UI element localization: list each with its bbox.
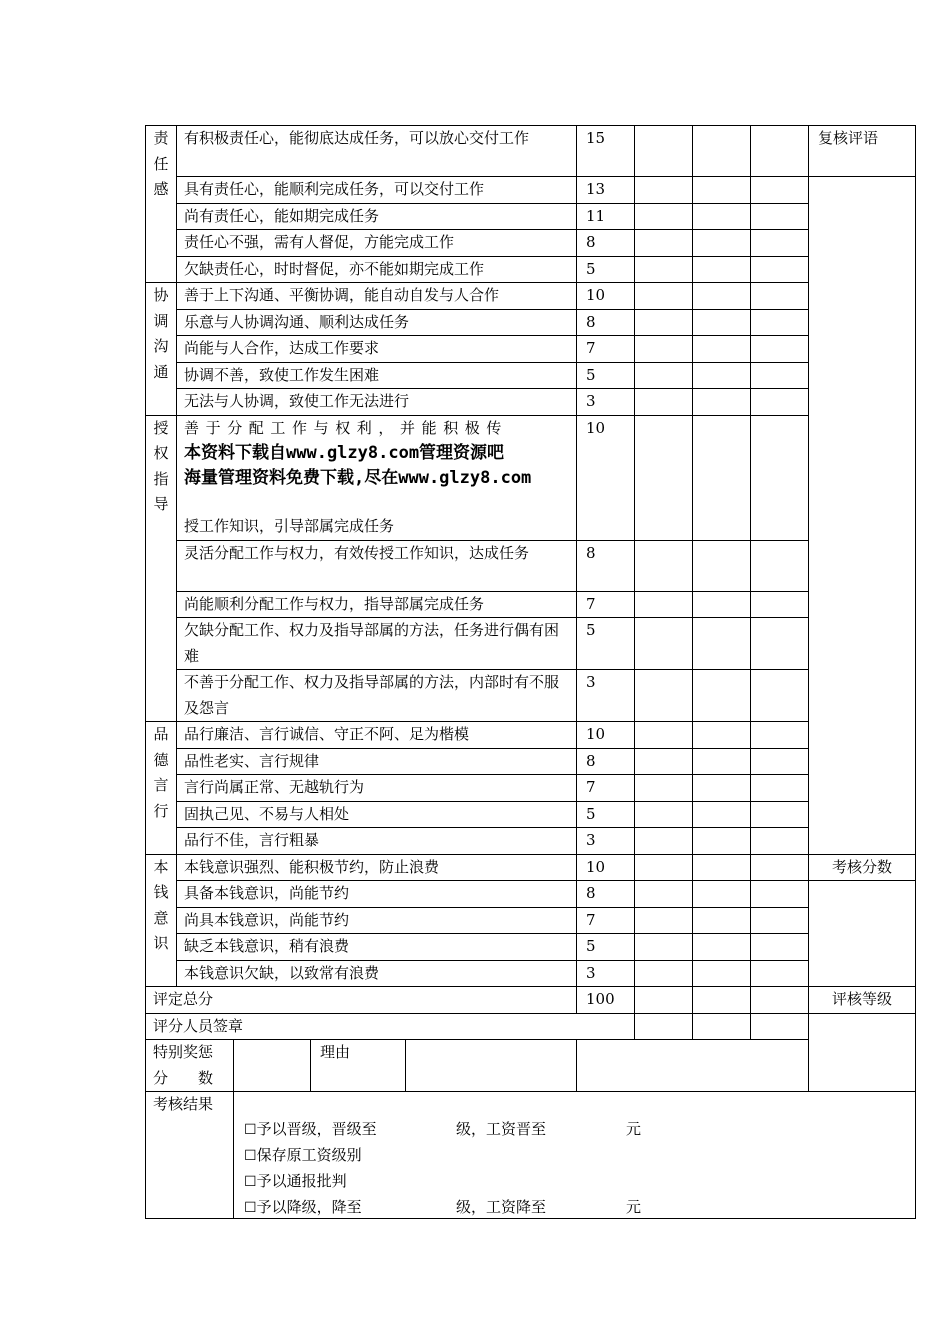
- criterion-description: 本钱意识强烈、能积极节约，防止浪费: [177, 854, 577, 881]
- category-label: [146, 854, 177, 987]
- score-input-cell[interactable]: [635, 126, 693, 177]
- score-input-cell[interactable]: [751, 670, 809, 722]
- criterion-description: 本钱意识欠缺，以致常有浪费: [177, 960, 577, 987]
- result-label: 考核结果: [146, 1092, 234, 1218]
- score-input-cell[interactable]: [693, 415, 751, 540]
- score-input-cell[interactable]: [751, 126, 809, 177]
- table-row: [146, 854, 916, 881]
- score-input-cell[interactable]: [751, 881, 809, 908]
- criterion-description: 善于上下沟通、平衡协调，能自动自发与人合作: [177, 283, 577, 310]
- total-row: [146, 987, 916, 1014]
- criterion-description: 尚有责任心，能如期完成任务: [177, 203, 577, 230]
- table-row: [146, 748, 916, 775]
- criterion-description: 无法与人协调，致使工作无法进行: [177, 389, 577, 416]
- max-score: 10: [577, 854, 635, 881]
- criterion-description: 责任心不强，需有人督促，方能完成工作: [177, 230, 577, 257]
- score-input-cell[interactable]: [693, 960, 751, 987]
- score-input-cell[interactable]: [751, 748, 809, 775]
- score-input-cell[interactable]: [693, 389, 751, 416]
- criterion-description: 具备本钱意识，尚能节约: [177, 881, 577, 908]
- criterion-description: [177, 415, 577, 540]
- result-option[interactable]: [244, 1143, 641, 1169]
- score-input-cell[interactable]: [751, 362, 809, 389]
- bonus-label-line: 分 数: [153, 1068, 214, 1087]
- option-label: 保存原工资级别: [256, 1146, 362, 1164]
- result-row: [146, 1092, 916, 1219]
- max-score: 10: [577, 722, 635, 749]
- score-input-cell[interactable]: [751, 934, 809, 961]
- criterion-description: 言行尚属正常、无越轨行为: [177, 775, 577, 802]
- score-input-cell[interactable]: [693, 230, 751, 257]
- bonus-label-text: [146, 1040, 234, 1091]
- result-option-text: [244, 1117, 456, 1143]
- table-row: [146, 362, 916, 389]
- score-input-cell[interactable]: [693, 591, 751, 618]
- table-row: [146, 775, 916, 802]
- result-options: [234, 1092, 641, 1218]
- table-row: [146, 230, 916, 257]
- review-score-header: 考核分数: [809, 854, 916, 881]
- score-input-cell[interactable]: [635, 283, 693, 310]
- score-input-cell[interactable]: [751, 540, 809, 591]
- max-score: 7: [577, 775, 635, 802]
- score-input-cell[interactable]: [751, 828, 809, 855]
- score-input-cell[interactable]: [751, 775, 809, 802]
- max-score: 5: [577, 362, 635, 389]
- table-row: [146, 960, 916, 987]
- bonus-row: [146, 1040, 916, 1092]
- grade-header: 评核等级: [809, 987, 916, 1014]
- reason-label: 理由: [311, 1040, 406, 1091]
- checkbox-icon[interactable]: ☐: [244, 1174, 257, 1190]
- score-input-cell[interactable]: [693, 362, 751, 389]
- watermark-text: 海量管理资料免费下载,尽在www.glzy8.com: [184, 468, 532, 488]
- score-input-cell[interactable]: [693, 256, 751, 283]
- option-label: 级，工资晋至: [456, 1120, 547, 1138]
- score-input-cell[interactable]: [635, 618, 693, 670]
- criterion-description: 灵活分配工作与权力，有效传授工作知识，达成任务: [177, 540, 577, 591]
- result-option-text: [244, 1143, 456, 1169]
- criterion-description: 尚能顺利分配工作与权力，指导部属完成任务: [177, 591, 577, 618]
- criterion-description: 品性老实、言行规律: [177, 748, 577, 775]
- score-input-cell[interactable]: [693, 775, 751, 802]
- score-input-cell[interactable]: [693, 881, 751, 908]
- criterion-description: 固执己见、不易与人相处: [177, 801, 577, 828]
- score-input-cell[interactable]: [693, 934, 751, 961]
- score-input-cell[interactable]: [635, 256, 693, 283]
- table-row: [146, 907, 916, 934]
- max-score: 8: [577, 309, 635, 336]
- score-input-cell[interactable]: [635, 177, 693, 204]
- criterion-description: 欠缺分配工作、权力及指导部属的方法，任务进行偶有困难: [177, 618, 577, 670]
- score-input-cell[interactable]: [751, 389, 809, 416]
- score-input-cell[interactable]: [693, 203, 751, 230]
- score-input-cell[interactable]: [751, 722, 809, 749]
- score-input-cell[interactable]: [635, 801, 693, 828]
- table-row: [146, 540, 916, 591]
- table-row: [146, 618, 916, 670]
- score-input-cell[interactable]: [635, 336, 693, 363]
- score-input-cell[interactable]: [751, 907, 809, 934]
- table-row: [146, 283, 916, 310]
- table-row: [146, 591, 916, 618]
- bonus-label-line: 特别奖惩: [153, 1043, 214, 1061]
- max-score: 8: [577, 230, 635, 257]
- grade-cell[interactable]: [809, 1013, 916, 1092]
- score-input-cell[interactable]: [635, 748, 693, 775]
- score-input-cell[interactable]: [635, 775, 693, 802]
- category-text: 责任感: [153, 129, 169, 198]
- result-option[interactable]: [244, 1195, 641, 1219]
- score-input-cell[interactable]: [693, 987, 751, 1014]
- max-score: 8: [577, 748, 635, 775]
- max-score: 3: [577, 828, 635, 855]
- score-input-cell[interactable]: [751, 203, 809, 230]
- score-input-cell[interactable]: [693, 540, 751, 591]
- max-score: 8: [577, 881, 635, 908]
- table-row: [146, 415, 916, 540]
- checkbox-icon[interactable]: ☐: [244, 1122, 257, 1138]
- score-input-cell[interactable]: [635, 960, 693, 987]
- score-input-cell[interactable]: [751, 591, 809, 618]
- score-input-cell[interactable]: [693, 748, 751, 775]
- score-input-cell[interactable]: [693, 618, 751, 670]
- table-row: [146, 256, 916, 283]
- total-score: 100: [577, 987, 635, 1014]
- criterion-description: 尚能与人合作，达成工作要求: [177, 336, 577, 363]
- score-input-cell[interactable]: [635, 722, 693, 749]
- option-label: 予以降级，降至: [256, 1198, 362, 1216]
- score-input-cell[interactable]: [635, 987, 693, 1014]
- score-input-cell[interactable]: [635, 389, 693, 416]
- score-input-cell[interactable]: [751, 960, 809, 987]
- score-input-cell[interactable]: [693, 336, 751, 363]
- score-input-cell[interactable]: [751, 177, 809, 204]
- score-input-cell[interactable]: [635, 854, 693, 881]
- max-score: 3: [577, 389, 635, 416]
- result-cell: [146, 1092, 916, 1219]
- score-input-cell[interactable]: [635, 415, 693, 540]
- result-option-text: [244, 1195, 456, 1219]
- max-score: 3: [577, 960, 635, 987]
- category-text: 品德言行: [153, 725, 169, 820]
- score-input-cell[interactable]: [751, 230, 809, 257]
- category-text: 协调沟通: [153, 286, 169, 381]
- table-row: [146, 934, 916, 961]
- criterion-description: 协调不善，致使工作发生困难: [177, 362, 577, 389]
- max-score: 5: [577, 256, 635, 283]
- category-label: [146, 415, 177, 722]
- score-input-cell[interactable]: [635, 540, 693, 591]
- review-comment-header: 复核评语: [809, 126, 916, 177]
- table-row: [146, 828, 916, 855]
- max-score: 7: [577, 907, 635, 934]
- score-input-cell[interactable]: [635, 362, 693, 389]
- reason-field[interactable]: [406, 1040, 576, 1091]
- score-input-cell[interactable]: [693, 828, 751, 855]
- signature-cell[interactable]: [751, 1013, 809, 1040]
- criterion-description: 尚具本钱意识，尚能节约: [177, 907, 577, 934]
- review-score-area[interactable]: [809, 881, 916, 987]
- category-text: 授权指导: [153, 418, 169, 513]
- table-row: [146, 126, 916, 177]
- max-score: 11: [577, 203, 635, 230]
- criterion-description: 品行廉洁、言行诚信、守正不阿、足为楷模: [177, 722, 577, 749]
- table-row: [146, 389, 916, 416]
- watermark-text: 本资料下载自www.glzy8.com管理资源吧: [184, 443, 505, 463]
- checkbox-icon[interactable]: ☐: [244, 1200, 257, 1216]
- criterion-description: 缺乏本钱意识，稍有浪费: [177, 934, 577, 961]
- score-input-cell[interactable]: [751, 415, 809, 540]
- score-input-cell[interactable]: [693, 670, 751, 722]
- max-score: 3: [577, 670, 635, 722]
- max-score: 15: [577, 126, 635, 177]
- score-input-cell[interactable]: [751, 618, 809, 670]
- score-input-cell[interactable]: [635, 934, 693, 961]
- category-label: [146, 722, 177, 855]
- result-option[interactable]: [244, 1169, 641, 1195]
- review-comment-area[interactable]: [809, 177, 916, 855]
- criterion-text: 授工作知识，引导部属完成任务: [184, 517, 395, 535]
- table-row: [146, 670, 916, 722]
- option-label: 级，工资降至: [456, 1198, 547, 1216]
- max-score: 10: [577, 283, 635, 310]
- max-score: 8: [577, 540, 635, 591]
- reason-field-ext[interactable]: [577, 1040, 809, 1092]
- signature-label: 评分人员签章: [146, 1013, 635, 1040]
- category-label: [146, 283, 177, 416]
- max-score: 13: [577, 177, 635, 204]
- max-score: 5: [577, 618, 635, 670]
- criterion-description: 不善于分配工作、权力及指导部属的方法，内部时有不服及怨言: [177, 670, 577, 722]
- option-label: 予以晋级，晋级至: [256, 1120, 377, 1138]
- category-text: 本钱意识: [153, 857, 169, 952]
- score-input-cell[interactable]: [635, 309, 693, 336]
- table-row: [146, 203, 916, 230]
- total-label: 评定总分: [146, 987, 577, 1014]
- score-input-cell[interactable]: [693, 309, 751, 336]
- category-label: [146, 126, 177, 283]
- score-input-cell[interactable]: [693, 126, 751, 177]
- score-input-cell[interactable]: [635, 591, 693, 618]
- table-row: [146, 722, 916, 749]
- signature-cell[interactable]: [693, 1013, 751, 1040]
- score-input-cell[interactable]: [693, 907, 751, 934]
- score-input-cell[interactable]: [751, 309, 809, 336]
- max-score: 10: [577, 415, 635, 540]
- table-row: [146, 336, 916, 363]
- option-unit: 元: [626, 1120, 642, 1138]
- option-label: 予以通报批判: [256, 1172, 347, 1190]
- score-input-cell[interactable]: [751, 336, 809, 363]
- score-input-cell[interactable]: [751, 854, 809, 881]
- criterion-description: 有积极责任心，能彻底达成任务，可以放心交付工作: [177, 126, 577, 177]
- result-option-text: [244, 1169, 456, 1195]
- signature-cell[interactable]: [635, 1013, 693, 1040]
- table-row: [146, 177, 916, 204]
- max-score: 5: [577, 934, 635, 961]
- score-input-cell[interactable]: [751, 987, 809, 1014]
- score-input-cell[interactable]: [693, 801, 751, 828]
- bonus-value-field[interactable]: [234, 1040, 311, 1091]
- criterion-description: 乐意与人协调沟通、顺利达成任务: [177, 309, 577, 336]
- criterion-description: 具有责任心，能顺利完成任务，可以交付工作: [177, 177, 577, 204]
- score-input-cell[interactable]: [693, 177, 751, 204]
- score-input-cell[interactable]: [751, 801, 809, 828]
- max-score: 7: [577, 336, 635, 363]
- table-row: [146, 801, 916, 828]
- checkbox-icon[interactable]: ☐: [244, 1148, 257, 1164]
- score-input-cell[interactable]: [635, 670, 693, 722]
- score-input-cell[interactable]: [635, 828, 693, 855]
- criterion-description: 欠缺责任心，时时督促，亦不能如期完成工作: [177, 256, 577, 283]
- max-score: 5: [577, 801, 635, 828]
- criterion-description: 品行不佳，言行粗暴: [177, 828, 577, 855]
- score-input-cell[interactable]: [693, 283, 751, 310]
- result-option[interactable]: [244, 1117, 641, 1143]
- score-input-cell[interactable]: [693, 854, 751, 881]
- option-unit: 元: [626, 1198, 642, 1216]
- score-input-cell[interactable]: [693, 722, 751, 749]
- score-input-cell[interactable]: [635, 203, 693, 230]
- max-score: 7: [577, 591, 635, 618]
- table-row: [146, 881, 916, 908]
- signature-row: [146, 1013, 916, 1040]
- criterion-text: 善于分配工作与权利，并能积极传: [184, 418, 509, 437]
- score-input-cell[interactable]: [751, 256, 809, 283]
- table-row: [146, 309, 916, 336]
- appraisal-table: [145, 125, 916, 1219]
- score-input-cell[interactable]: [751, 283, 809, 310]
- score-input-cell[interactable]: [635, 881, 693, 908]
- score-input-cell[interactable]: [635, 907, 693, 934]
- bonus-label: [146, 1040, 577, 1092]
- score-input-cell[interactable]: [635, 230, 693, 257]
